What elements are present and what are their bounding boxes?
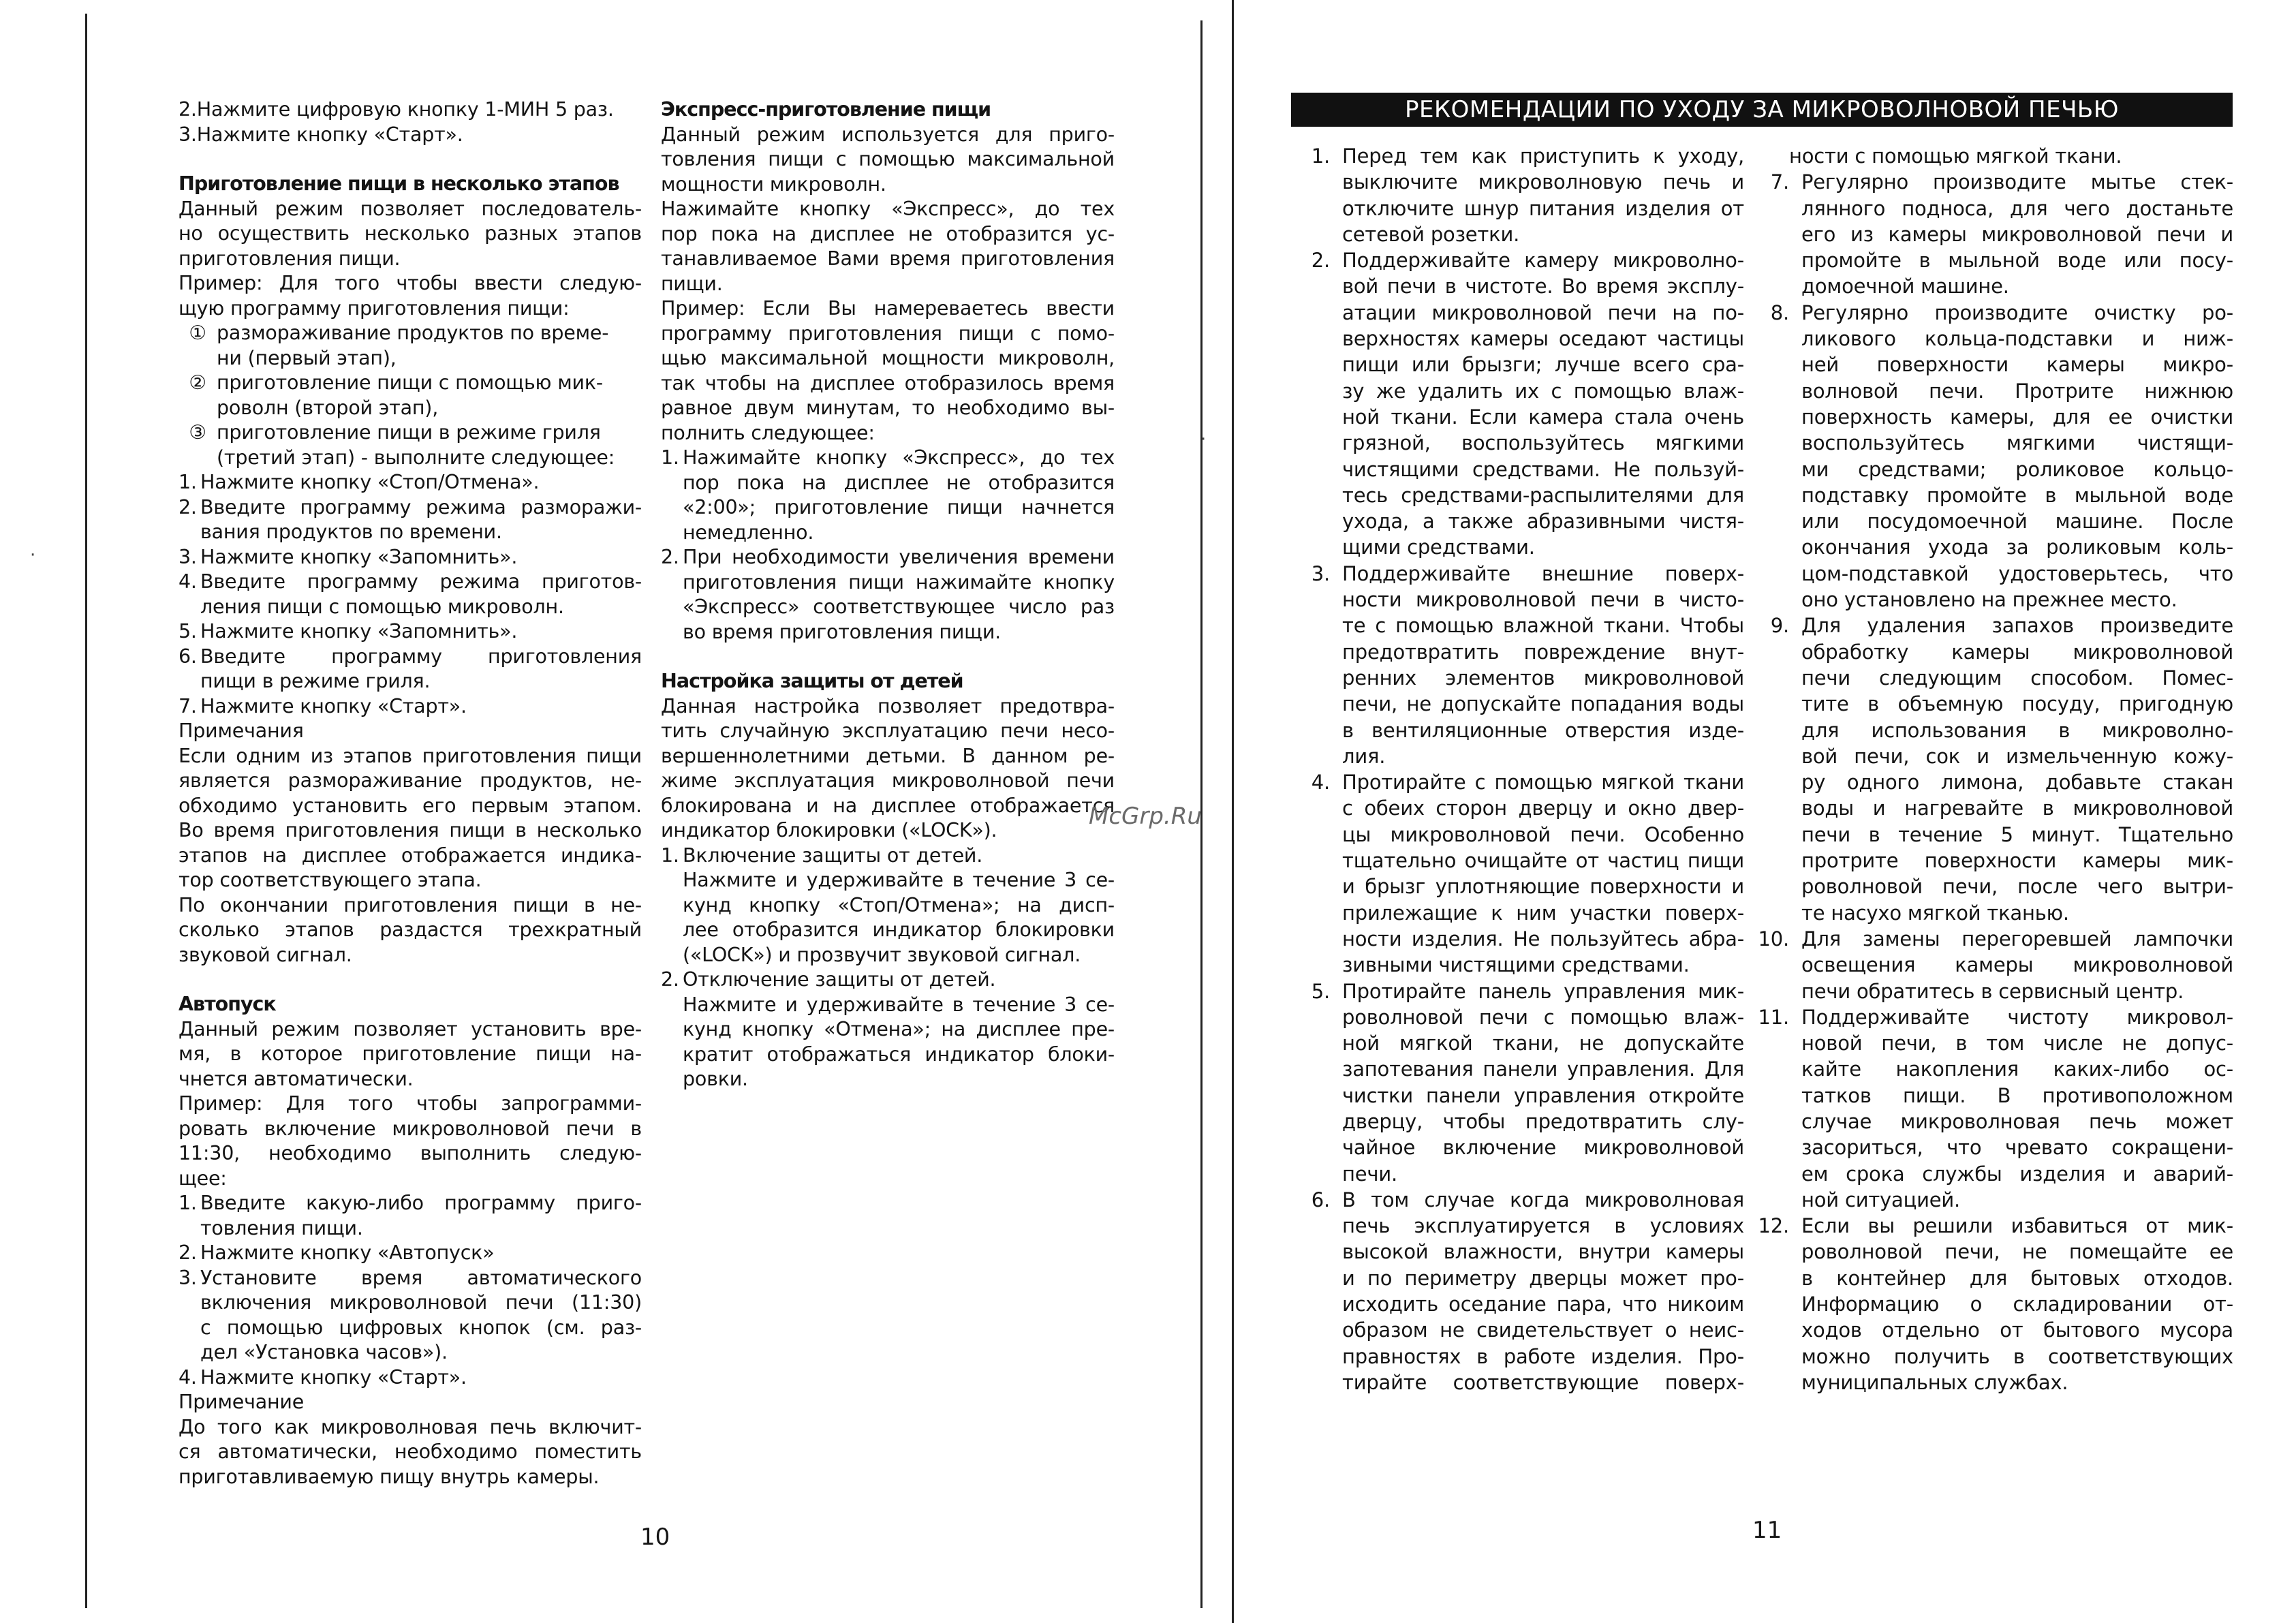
paragraph-line: Пример: Для того чтобы запрограмми- <box>179 1092 642 1115</box>
item-line: ней поверхности камеры микро- <box>1801 353 2233 377</box>
item-line: подставку промойте в мыльной воде <box>1801 483 2233 507</box>
paragraph-line: пор пока на дисплее не отобразится ус- <box>661 222 1115 245</box>
numbered-step <box>179 694 642 720</box>
item-line: случае микроволновая печь может <box>1801 1109 2233 1133</box>
step-number: 7. <box>179 694 197 717</box>
step-number: 3. <box>179 545 197 568</box>
item-line: печи обратитесь в сервисный центр. <box>1801 979 2184 1003</box>
step-number: 2. <box>179 1241 197 1264</box>
item-line: его из камеры микроволновой печи и <box>1801 222 2233 246</box>
numbered-step <box>179 645 642 694</box>
notes-title: Примечания <box>179 720 304 742</box>
item-line: в контейнер для бытовых отходов. <box>1801 1266 2233 1290</box>
item-line: лия. <box>1342 744 1386 768</box>
step-line: 3.Нажмите кнопку «Старт». <box>179 123 463 146</box>
item-number: 1. <box>1311 144 1330 168</box>
list-item <box>1281 561 1744 769</box>
page-banner-title: РЕКОМЕНДАЦИИ ПО УХОДУ ЗА МИКРОВОЛНОВОЙ ПЕЧЬЮ <box>1291 93 2233 127</box>
paragraph-line: приготавливаемую пищу внутрь камеры. <box>179 1465 600 1488</box>
list-item-line: приготовление пищи с помощью мик- <box>217 371 603 394</box>
item-line: вой печи, сок и измельченную кожу- <box>1801 744 2233 768</box>
paragraph-line: мя, в которое приготовление пищи на- <box>179 1042 642 1065</box>
item-line: Информацию о складировании от- <box>1801 1293 2233 1316</box>
paragraph-line: блокирована и на дисплее отображается <box>661 794 1115 817</box>
scan-dot: · <box>1200 429 1207 450</box>
item-line: промойте в мыльной воде или посу- <box>1801 249 2233 273</box>
item-line: волновой печи. Протрите нижнюю <box>1801 379 2233 403</box>
item-line: освещения камеры микроволновой <box>1801 953 2233 977</box>
paragraph-line: тор соответствующего этапа. <box>179 869 482 891</box>
item-line: ходов отдельно от бытового мусора <box>1801 1318 2233 1342</box>
item-line: печи в течение 5 минут. Тщательно <box>1801 822 2233 846</box>
center-fold-line-right <box>1232 0 1234 1623</box>
item-line: ной ткани. Если камера стала очень <box>1342 405 1744 429</box>
item-line: грязной, воспользуйтесь мягкими <box>1342 431 1744 455</box>
item-line: домоечной машине. <box>1801 275 2009 298</box>
paragraph-line: индикатор блокировки («LOCK»). <box>661 819 997 841</box>
paragraph-line: щую программу приготовления пищи: <box>179 296 570 320</box>
step-line: пор пока на дисплее не отобразится <box>683 471 1115 494</box>
step-line: Введите программу режима приготов- <box>200 570 642 593</box>
note-title: Примечание <box>179 1391 305 1413</box>
item-line: печи следующим способом. Помес- <box>1801 666 2233 690</box>
item-line: В том случае когда микроволновая <box>1342 1188 1744 1211</box>
numbered-step <box>661 968 1115 1092</box>
item-line: в вентиляционные отверстия изде- <box>1342 718 1744 742</box>
paragraph-line: так чтобы на дисплее отобразилось время <box>661 371 1115 395</box>
numbered-step <box>661 446 1115 545</box>
step-line: Нажмите кнопку «Старт». <box>200 1365 467 1389</box>
item-line: Поддерживайте внешние поверх- <box>1342 561 1744 585</box>
step-line: кунд кнопку «Отмена»; на дисплее пре- <box>683 1018 1115 1040</box>
right-page-column-1 <box>1281 143 1744 1395</box>
paragraph-line: является размораживание продуктов, не- <box>179 769 642 792</box>
paragraph-line: Нажимайте кнопку «Экспресс», до тех <box>661 198 1115 220</box>
item-line: чайное включение микроволновой <box>1342 1136 1744 1160</box>
list-item <box>1740 300 2233 613</box>
step-number: 2. <box>179 495 197 519</box>
section-autostart <box>179 992 642 1489</box>
item-line: ликового кольца-подставки и ниж- <box>1801 327 2233 351</box>
item-number: 10. <box>1758 927 1789 950</box>
paragraph-line: До того как микроволновая печь включит- <box>179 1415 642 1438</box>
item-line: верхностях камеры оседают частицы <box>1342 327 1744 351</box>
step-line: пищи в режиме гриля. <box>200 670 431 692</box>
circled-number-3: ③ <box>189 421 206 444</box>
list-item <box>1740 1213 2233 1395</box>
step-number: 1. <box>179 1192 197 1214</box>
step-line: во время приготовления пищи. <box>683 620 1002 643</box>
list-item <box>1281 978 1744 1187</box>
item-line: с обеих сторон дверцу и окно двер- <box>1342 797 1744 820</box>
circled-list-item <box>179 371 642 420</box>
paragraph-line: танавливаемое Вами время приготовления <box>661 247 1115 270</box>
section-child-lock <box>661 669 1115 1092</box>
item-line: кайте накопления каких-либо ос- <box>1801 1057 2233 1081</box>
paragraph-line: пищи. <box>661 272 723 295</box>
numbered-step <box>661 844 1115 968</box>
paragraph-line: ся автоматически, необходимо поместить <box>179 1440 642 1463</box>
item-line: и брызг уплотняющие поверхности и <box>1342 875 1744 899</box>
step-number: 3. <box>179 1266 197 1289</box>
item-line: тесь средствами-распылителями для <box>1342 483 1744 507</box>
right-page-column-2 <box>1740 143 2233 1395</box>
step-line: Нажмите и удерживайте в течение 3 се- <box>683 869 1115 891</box>
section-heading: Настройка защиты от детей <box>661 670 963 692</box>
paragraph-line: Во время приготовления пищи в несколько <box>179 819 642 841</box>
step-line: Введите программу приготовления <box>200 645 642 668</box>
item-line: Перед тем как приступить к уходу, <box>1342 144 1744 168</box>
step-number: 1. <box>661 844 679 867</box>
step-line: («LOCK») и прозвучит звуковой сигнал. <box>683 943 1081 966</box>
paragraph-line: сколько этапов раздастся трехкратный <box>179 918 642 941</box>
step-line: Нажмите кнопку «Запомнить». <box>200 545 518 568</box>
item-number: 12. <box>1758 1214 1789 1238</box>
numbered-step <box>661 545 1115 645</box>
circled-list-item <box>179 321 642 371</box>
paragraph-line: Пример: Для того чтобы ввести следую- <box>179 272 642 294</box>
item-line: образом не свидетельствует о неис- <box>1342 1318 1744 1342</box>
item-line: высокой влажности, внутри камеры <box>1342 1240 1744 1264</box>
paragraph-line: Данный режим позволяет установить вре- <box>179 1017 642 1040</box>
item-line: ной мягкой ткани, не допускайте <box>1342 1032 1744 1055</box>
item-line: дверцу, чтобы предотвратить слу- <box>1342 1109 1744 1133</box>
item-line: окончания ухода за роликовым коль- <box>1801 536 2233 559</box>
item-line: оно установлено на прежнее место. <box>1801 588 2177 612</box>
item-line: чистки панели управления откройте <box>1342 1083 1744 1107</box>
step-number: 2. <box>661 546 679 568</box>
item-line: ру одного лимона, добавьте стакан <box>1801 771 2233 794</box>
item-line: новой печи, в том числе не допус- <box>1801 1032 2233 1055</box>
scan-dot: · <box>30 545 36 566</box>
item-line: тщательно очищайте от частиц пищи <box>1342 849 1744 873</box>
paragraph-line: Данная настройка позволяет предотвра- <box>661 694 1115 717</box>
item-line: зу же удалить их с помощью влаж- <box>1342 379 1744 403</box>
left-binding-line <box>85 14 87 1608</box>
list-item <box>1281 143 1744 247</box>
paragraph-line: По окончании приготовления пищи в не- <box>179 893 642 916</box>
paragraph-line: Данный режим позволяет последователь- <box>179 197 642 220</box>
step-line: кунд кнопку «Стоп/Отмена»; на дисп- <box>683 893 1115 916</box>
paragraph-line: жиме эксплуатация микроволновой печи <box>661 769 1115 792</box>
item-number: 9. <box>1770 614 1789 638</box>
step-number: 6. <box>179 645 197 668</box>
item-line: предотвратить повреждение внут- <box>1342 640 1744 664</box>
item-line: цом-подставкой удостоверьтесь, что <box>1801 561 2233 585</box>
step-line: Установите время автоматического <box>200 1266 642 1289</box>
item-line: ренних элементов микроволновой <box>1342 666 1744 690</box>
item-line: Регулярно производите очистку ро- <box>1801 300 2233 324</box>
item-number: 6. <box>1311 1188 1330 1211</box>
paragraph-line: обходимо установить его первым этапом. <box>179 794 642 817</box>
step-line: товления пищи. <box>200 1216 363 1239</box>
step-line: немедленно. <box>683 521 814 544</box>
item-line: и по периметру дверцы может про- <box>1342 1266 1744 1290</box>
section-heading: Автопуск <box>179 993 276 1015</box>
step-line: Нажмите кнопку «Автопуск» <box>200 1241 495 1264</box>
step-line: Нажмите кнопку «Стоп/Отмена». <box>200 471 540 493</box>
numbered-step <box>179 1241 642 1266</box>
list-item <box>1740 613 2233 926</box>
step-line: Нажимайте кнопку «Экспресс», до тех <box>683 446 1115 469</box>
item-line: печи. <box>1342 1162 1398 1186</box>
page-number-left: 10 <box>640 1524 670 1551</box>
step-number: 1. <box>179 471 197 493</box>
numbered-step <box>179 1266 642 1365</box>
list-item <box>1740 1004 2233 1213</box>
col1-top-steps <box>179 97 642 147</box>
step-line: 2.Нажмите цифровую кнопку 1-МИН 5 раз. <box>179 98 614 121</box>
item-line: Поддерживайте камеру микроволно- <box>1342 249 1744 273</box>
numbered-step <box>179 545 642 570</box>
step-number: 4. <box>179 570 197 593</box>
step-line: с помощью цифровых кнопок (см. раз- <box>200 1316 642 1339</box>
item-line: прилежащие к ним участки поверх- <box>1342 901 1744 925</box>
paragraph-line: щью максимальной мощности микроволн, <box>661 347 1115 369</box>
page-number-right: 11 <box>1752 1517 1782 1544</box>
list-item <box>1281 769 1744 978</box>
item-line: протрите поверхности камеры мик- <box>1801 849 2233 873</box>
item-line: ухода, а также абразивными чистя- <box>1342 510 1744 534</box>
item-line: татков пищи. В противоположном <box>1801 1083 2233 1107</box>
left-page-column-1 <box>179 97 642 1489</box>
circled-number-2: ② <box>189 371 206 394</box>
step-number: 1. <box>661 446 679 469</box>
item-line: Протирайте панель управления мик- <box>1342 979 1744 1003</box>
paragraph-line: приготовления пищи. <box>179 247 401 270</box>
item-line: ности микроволновой печи в чисто- <box>1342 588 1744 612</box>
step-title: Отключение защиты от детей. <box>683 968 996 991</box>
item-line: тите в объемную посуду, пригодную <box>1801 692 2233 716</box>
paragraph-line: ровать включение микроволновой печи в <box>179 1117 642 1140</box>
item-line: ной ситуацией. <box>1801 1188 1961 1211</box>
paragraph-line: Данный режим используется для приго- <box>661 123 1115 146</box>
paragraph-line: 11:30, необходимо выполнить следую- <box>179 1142 642 1164</box>
item-number: 3. <box>1311 561 1330 585</box>
item-line: засориться, что чревато сокращени- <box>1801 1136 2233 1160</box>
step-line: Нажмите и удерживайте в течение 3 се- <box>683 993 1115 1016</box>
paragraph-line: полнить следующее: <box>661 421 875 444</box>
paragraph-line: Если одним из этапов приготовления пищи <box>179 744 642 767</box>
item-line: Регулярно производите мытье стек- <box>1801 170 2233 194</box>
item-line: правностях в работе изделия. Про- <box>1342 1344 1744 1368</box>
paragraph-line: тить случайную эксплуатацию печи несо- <box>661 720 1115 742</box>
item-line: поверхность камеры, для ее очистки <box>1801 405 2233 429</box>
item-line: Для замены перегоревшей лампочки <box>1801 927 2233 950</box>
list-item <box>1281 1187 1744 1395</box>
list-item-line: (третий этап) - выполните следующее: <box>217 446 615 469</box>
circled-list-item <box>179 420 642 470</box>
step-line: лее отобразится индикатор блокировки <box>683 918 1115 941</box>
item-line: воды и нагревайте в микроволновой <box>1801 797 2233 820</box>
step-number: 4. <box>179 1365 197 1389</box>
numbered-step <box>179 570 642 619</box>
item-line: для использования в микроволно- <box>1801 718 2233 742</box>
step-line: Нажмите кнопку «Запомнить». <box>200 620 518 643</box>
left-page-column-2 <box>661 97 1115 1092</box>
step-line: вания продуктов по времени. <box>200 521 502 543</box>
item-line: печь эксплуатируется в условиях <box>1342 1214 1744 1238</box>
item-line: можно получить в соответствующих <box>1801 1344 2233 1368</box>
numbered-step <box>179 1365 642 1391</box>
item-number: 2. <box>1311 249 1330 273</box>
item-line: выключите микроволновую печь и <box>1342 170 1744 194</box>
item-number: 8. <box>1770 300 1789 324</box>
paragraph-line: мощности микроволн. <box>661 172 886 196</box>
list-item-line: приготовление пищи в режиме гриля <box>217 421 601 444</box>
item-line: щими средствами. <box>1342 536 1535 559</box>
step-number: 2. <box>661 968 679 991</box>
paragraph-line: чнется автоматически. <box>179 1067 414 1090</box>
step-line: «Экспресс» соответствующее число раз <box>683 596 1115 618</box>
item-number: 5. <box>1311 979 1330 1003</box>
numbered-step <box>179 470 642 495</box>
item-line: зивными чистящими средствами. <box>1342 953 1690 977</box>
item-line: роволновой печи, не помещайте ее <box>1801 1240 2233 1264</box>
item-line: ем срока службы изделия и аварий- <box>1801 1162 2233 1186</box>
item-line: отключите шнур питания изделия от <box>1342 196 1744 220</box>
item-number: 7. <box>1770 170 1789 194</box>
item-line: ности изделия. Не пользуйтесь абра- <box>1342 927 1744 950</box>
paragraph-line: товления пищи с помощью максимальной <box>661 148 1115 170</box>
list-item <box>1740 169 2233 299</box>
item-line: сетевой розетки. <box>1342 222 1520 246</box>
paragraph-line: Пример: Если Вы намереваетесь ввести <box>661 297 1115 320</box>
item-line: вой печи в чистоте. Во время эксплу- <box>1342 275 1744 298</box>
item-line: чистящими средствами. Не пользуй- <box>1342 457 1744 481</box>
step-line: ровки. <box>683 1068 748 1090</box>
item-line: исходить оседание пара, что никоим <box>1342 1293 1744 1316</box>
paragraph-line: этапов на дисплее отображается индика- <box>179 844 642 867</box>
numbered-step <box>179 495 642 545</box>
step-line: кратит отображаться индикатор блоки- <box>683 1042 1115 1066</box>
list-item <box>1740 926 2233 1004</box>
item-line: запотевания панели управления. Для <box>1342 1057 1744 1081</box>
item-line: Для удаления запахов произведите <box>1801 614 2233 638</box>
item-line: роволновой печи с помощью влаж- <box>1342 1005 1744 1029</box>
paragraph-line: вершеннолетними детьми. В данном ре- <box>661 744 1115 767</box>
circled-number-1: ① <box>189 322 206 344</box>
numbered-step <box>179 1191 642 1241</box>
step-line: Введите какую-либо программу приго- <box>200 1192 642 1214</box>
item-line: Если вы решили избавиться от мик- <box>1801 1214 2233 1238</box>
item-number: 11. <box>1758 1005 1789 1029</box>
paragraph-line: равное двум минутам, то необходимо вы- <box>661 397 1115 419</box>
item-line: роволновой печи, после чего вытри- <box>1801 875 2233 899</box>
item-line: или посудомоечной машине. После <box>1801 510 2233 534</box>
section-express <box>661 97 1115 645</box>
step-line: Нажмите кнопку «Старт». <box>200 694 467 717</box>
item-line: Протирайте с помощью мягкой ткани <box>1342 771 1744 794</box>
item-line: муниципальных службах. <box>1801 1370 2068 1394</box>
list-item-line: размораживание продуктов по време- <box>217 322 609 344</box>
section-heading: Приготовление пищи в несколько этапов <box>179 172 619 195</box>
item-line: лянного подноса, для чего достаньте <box>1801 196 2233 220</box>
item-line: атации микроволновой печи на по- <box>1342 300 1744 324</box>
paragraph-line: звуковой сигнал. <box>179 943 352 966</box>
step-line: При необходимости увеличения времени <box>683 546 1115 568</box>
step-number: 5. <box>179 620 197 643</box>
item-line: те с помощью влажной ткани. Чтобы <box>1342 614 1744 638</box>
item-line: ми средствами; роликовое кольцо- <box>1801 457 2233 481</box>
step-line: «2:00»; приготовление пищи начнется <box>683 496 1115 519</box>
item-line: тирайте соответствующие поверх- <box>1342 1370 1744 1394</box>
item-line: пищи или брызги; лучше всего сра- <box>1342 353 1744 377</box>
section-heading: Экспресс-приготовление пищи <box>661 98 991 121</box>
paragraph-line: программу приготовления пищи с помо- <box>661 322 1115 345</box>
numbered-step <box>179 619 642 645</box>
list-item <box>1281 247 1744 561</box>
step-title: Включение защиты от детей. <box>683 844 983 867</box>
step-line: дел «Установка часов»). <box>200 1341 448 1363</box>
step-line: Введите программу режима разморажи- <box>200 495 642 519</box>
step-line: приготовления пищи нажимайте кнопку <box>683 570 1115 593</box>
item-number: 4. <box>1311 771 1330 794</box>
watermark: McGrp.Ru <box>1089 803 1202 830</box>
item-line: печи, не допускайте попадания воды <box>1342 692 1744 716</box>
paragraph-line: щее: <box>179 1166 227 1190</box>
paragraph-line: но осуществить несколько разных этапов <box>179 222 642 245</box>
item-line: обработку камеры микроволновой <box>1801 640 2233 664</box>
item-line: Поддерживайте чистоту микровол- <box>1801 1005 2233 1029</box>
item-line: те насухо мягкой тканью. <box>1801 901 2069 925</box>
item-line: воспользуйтесь мягкими чистящи- <box>1801 431 2233 455</box>
item-continuation-line: ности с помощью мягкой ткани. <box>1789 144 2122 168</box>
section-multi-stage <box>179 172 642 968</box>
step-line: ления пищи с помощью микроволн. <box>200 595 564 618</box>
step-line: включения микроволновой печи (11:30) <box>200 1291 642 1314</box>
list-item-line: роволн (второй этап), <box>217 396 439 419</box>
item-line: цы микроволновой печи. Особенно <box>1342 822 1744 846</box>
list-item-line: ни (первый этап), <box>217 346 397 369</box>
